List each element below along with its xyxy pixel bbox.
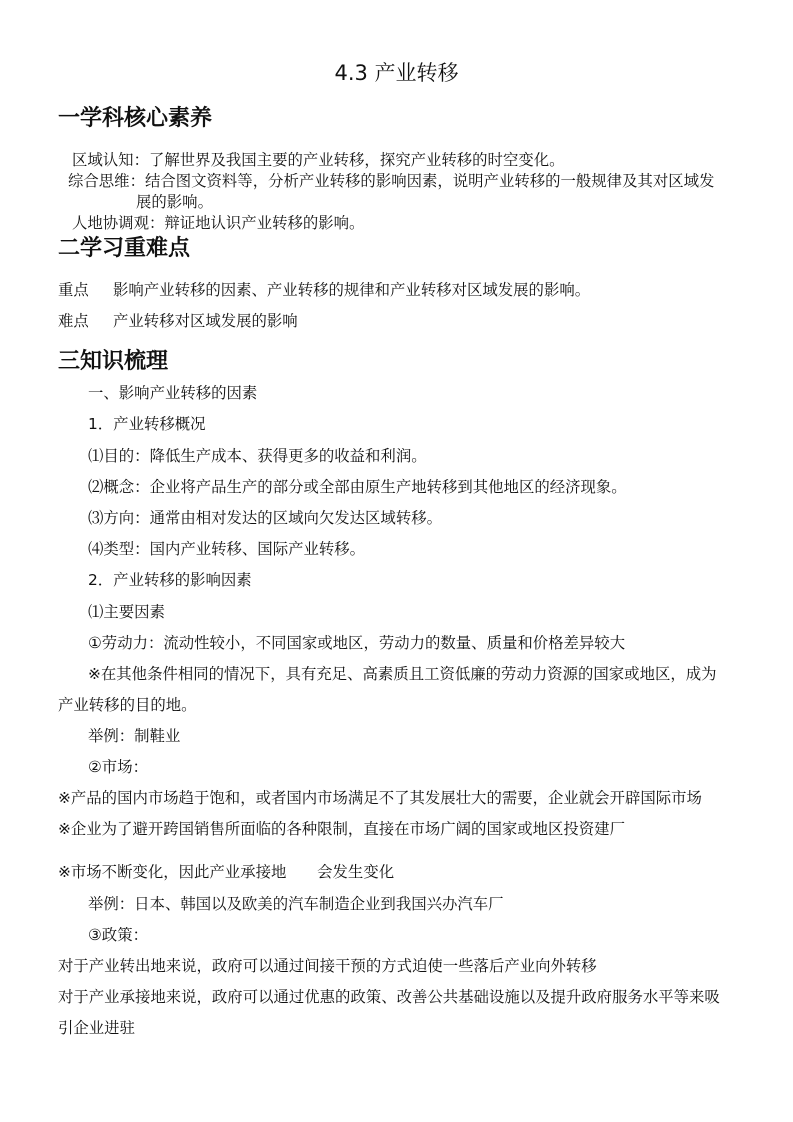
paragraph: 展的影响。 (136, 193, 213, 211)
paragraph: ⑷类型：国内产业转移、国际产业转移。 (88, 540, 366, 558)
section-heading-core-literacy: 一学科核心素养 (58, 106, 213, 131)
key-label: 重点 (58, 281, 89, 299)
paragraph: 人地协调观：辩证地认识产业转移的影响。 (72, 214, 365, 232)
paragraph: ※企业为了避开跨国销售所面临的各种限制，直接在市场广阔的国家或地区投资建厂 (58, 820, 625, 838)
paragraph: 产业转移的目的地。 (58, 696, 197, 714)
paragraph: ⑵概念：企业将产品生产的部分或全部由原生产地转移到其他地区的经济现象。 (88, 478, 627, 496)
paragraph: ①劳动力：流动性较小，不同国家或地区，劳动力的数量、质量和价格差异较大 (88, 634, 626, 652)
paragraph: ⑴主要因素 (88, 603, 165, 621)
paragraph: ※产品的国内市场趋于饱和，或者国内市场满足不了其发展壮大的需要，企业就会开辟国际市场 (58, 789, 702, 807)
difficulty-label: 难点 (58, 312, 89, 330)
paragraph: 举例：日本、韩国以及欧美的汽车制造企业到我国兴办汽车厂 (88, 895, 504, 913)
paragraph: ⑴目的：降低生产成本、获得更多的收益和利润。 (88, 447, 427, 465)
paragraph: 1．产业转移概况 (88, 415, 206, 433)
difficulty-text: 产业转移对区域发展的影响 (113, 312, 298, 330)
section-heading-key-points: 二学习重难点 (58, 236, 191, 261)
paragraph: ※市场不断变化，因此产业承接地 会发生变化 (58, 863, 395, 881)
document-title: 4.3 产业转移 (334, 61, 459, 85)
paragraph: ⑶方向：通常由相对发达的区域向欠发达区域转移。 (88, 509, 442, 527)
paragraph: 引企业进驻 (58, 1019, 135, 1037)
section-heading-knowledge: 三知识梳理 (58, 349, 169, 374)
key-text: 影响产业转移的因素、产业转移的规律和产业转移对区域发展的影响。 (113, 281, 591, 299)
paragraph: ③政策： (88, 926, 148, 944)
paragraph: 举例：制鞋业 (88, 727, 181, 745)
paragraph: 综合思维：结合图文资料等，分析产业转移的影响因素，说明产业转移的一般规律及其对区域发 (68, 172, 715, 190)
paragraph: 一、影响产业转移的因素 (88, 384, 258, 402)
paragraph: ※在其他条件相同的情况下，具有充足、高素质且工资低廉的劳动力资源的国家或地区，成为 (88, 665, 717, 683)
paragraph: 区域认知：了解世界及我国主要的产业转移，探究产业转移的时空变化。 (72, 151, 565, 169)
paragraph: 2．产业转移的影响因素 (88, 571, 252, 589)
paragraph: 对于产业承接地来说，政府可以通过优惠的政策、改善公共基础设施以及提升政府服务水平等来吸 (58, 988, 720, 1006)
paragraph: 对于产业转出地来说，政府可以通过间接干预的方式迫使一些落后产业向外转移 (58, 957, 597, 975)
paragraph: ②市场： (88, 758, 148, 776)
